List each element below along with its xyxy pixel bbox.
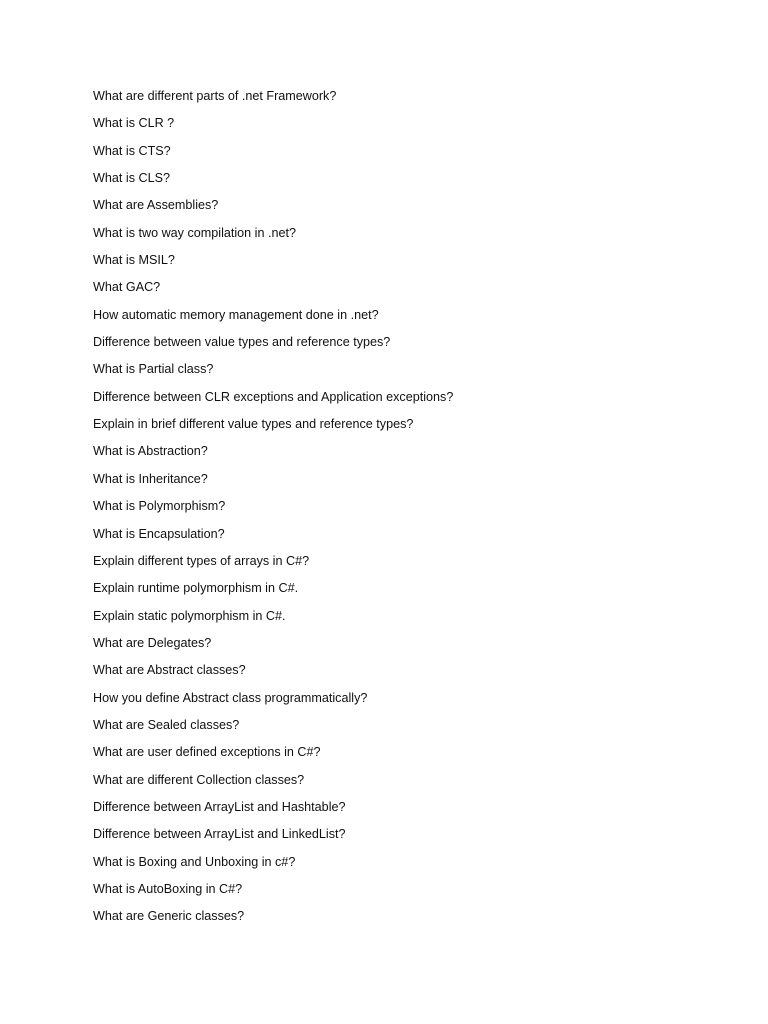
question-item: Explain different types of arrays in C#? (93, 553, 310, 568)
question-item: What is CLR ? (93, 116, 175, 131)
question-item: What is Inheritance? (93, 471, 208, 486)
question-item: Difference between ArrayList and LinkedList? (93, 827, 346, 842)
question-item: Difference between CLR exceptions and Application exceptions? (93, 389, 454, 404)
question-list (93, 86, 453, 934)
question-item: What is MSIL? (93, 253, 175, 268)
question-item: What is Boxing and Unboxing in c#? (93, 854, 296, 869)
question-item: What is Abstraction? (93, 444, 208, 459)
question-item: What GAC? (93, 280, 161, 295)
question-item: What are user defined exceptions in C#? (93, 745, 321, 760)
question-item: What is Partial class? (93, 362, 214, 377)
question-item: What is CTS? (93, 143, 171, 158)
question-item: Explain runtime polymorphism in C#. (93, 581, 299, 596)
question-item: What is Polymorphism? (93, 499, 226, 514)
question-item: Explain in brief different value types and reference types? (93, 417, 414, 432)
question-item: Explain static polymorphism in C#. (93, 608, 286, 623)
question-item: What are Assemblies? (93, 198, 219, 213)
question-item: What are Delegates? (93, 635, 212, 650)
question-item: What are Sealed classes? (93, 717, 240, 732)
question-item: What are different Collection classes? (93, 772, 305, 787)
question-item: How you define Abstract class programmatically? (93, 690, 368, 705)
question-item: How automatic memory management done in .net? (93, 307, 379, 322)
question-item: What are Abstract classes? (93, 663, 246, 678)
question-item: What is two way compilation in .net? (93, 225, 296, 240)
question-item: What is CLS? (93, 171, 170, 186)
question-item: What are Generic classes? (93, 909, 245, 924)
question-item: What is AutoBoxing in C#? (93, 881, 243, 896)
question-item: What is Encapsulation? (93, 526, 225, 541)
question-item: Difference between ArrayList and Hashtable? (93, 799, 346, 814)
question-item: Difference between value types and reference types? (93, 335, 391, 350)
question-item: What are different parts of .net Framework? (93, 89, 337, 103)
